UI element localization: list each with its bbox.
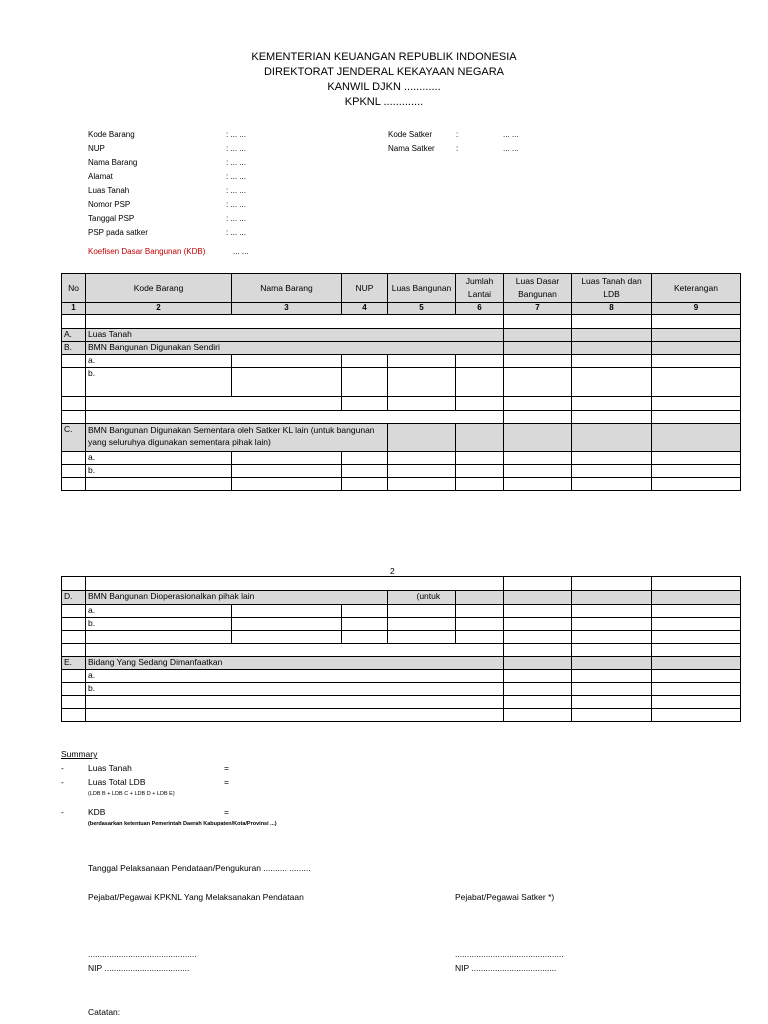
table-row — [62, 683, 741, 696]
field-value: : ... ... — [226, 186, 247, 195]
col-header: No — [62, 274, 86, 303]
field-label: Nomor PSP — [88, 200, 131, 209]
field-label: Kode Barang — [88, 130, 135, 139]
summary-item: Luas Tanah — [88, 763, 132, 773]
field-value: : ... ... — [226, 214, 247, 223]
col-number: 2 — [86, 303, 232, 315]
col-number: 7 — [504, 303, 572, 315]
summary-note: (LDB B + LDB C + LDB D + LDB E) — [88, 791, 175, 797]
table-row — [62, 411, 741, 424]
col-header: NUP — [342, 274, 388, 303]
section-title-note: (untuk bangunan yang seluruhya digunakan sementara pihak lain) — [88, 425, 375, 447]
section-no: D. — [62, 591, 86, 605]
header-line-2: DIREKTORAT JENDERAL KEKAYAAN NEGARA — [263, 66, 505, 78]
row-label: a. — [86, 452, 232, 465]
field-value: : ... ... — [226, 158, 247, 167]
row-label: a. — [86, 605, 232, 618]
section-title: BMN Bangunan Digunakan Sendiri — [86, 342, 504, 355]
section-no: C. — [62, 424, 86, 452]
data-table-1 — [61, 273, 741, 491]
field-value: : ... ... — [226, 228, 247, 237]
col-header: Keterangan — [652, 274, 741, 303]
column-number-row — [62, 303, 741, 315]
field-label: Tanggal PSP — [88, 214, 135, 223]
field-label: NUP — [88, 144, 105, 153]
field-label: Kode Satker — [388, 130, 433, 139]
page-number: 2 — [390, 566, 395, 576]
catatan-label: Catatan: — [88, 1007, 121, 1017]
equals-sign: = — [224, 777, 229, 787]
table-row — [62, 709, 741, 722]
section-row-e — [62, 657, 741, 670]
section-title-main: BMN Bangunan Dioperasionalkan pihak lain — [88, 591, 255, 601]
col-header: Jumlah Lantai — [456, 274, 504, 303]
summary-item: KDB — [88, 807, 106, 817]
row-label: a. — [86, 670, 504, 683]
table-row — [62, 452, 741, 465]
section-no: B. — [62, 342, 86, 355]
field-colon: : — [456, 144, 459, 153]
col-number: 1 — [62, 303, 86, 315]
table-row — [62, 478, 741, 491]
field-label: Nama Satker — [388, 144, 435, 153]
table-row — [62, 465, 741, 478]
field-value: : ... ... — [226, 130, 247, 139]
col-header: Luas Tanah dan LDB — [572, 274, 652, 303]
equals-sign: = — [224, 763, 229, 773]
section-no: E. — [62, 657, 86, 670]
row-label: b. — [86, 683, 504, 696]
section-row-c — [62, 424, 741, 452]
section-title: Luas Tanah — [86, 329, 504, 342]
signature-line-left: .............................................. — [88, 949, 197, 959]
bullet-dash: - — [61, 807, 64, 817]
table-row — [62, 397, 741, 411]
bullet-dash: - — [61, 763, 64, 773]
field-label: Alamat — [88, 172, 113, 181]
field-value: ... ... — [503, 144, 519, 153]
field-value: ... ... — [503, 130, 519, 139]
field-value: : ... ... — [226, 200, 247, 209]
section-title: BMN Bangunan Dioperasionalkan pihak lain (untuk — [86, 591, 388, 605]
section-row-d — [62, 591, 741, 605]
section-title-main: BMN Bangunan Digunakan Sementara oleh Satker KL lain — [88, 425, 309, 435]
table-row — [62, 644, 741, 657]
section-no: A. — [62, 329, 86, 342]
col-number: 8 — [572, 303, 652, 315]
col-number: 6 — [456, 303, 504, 315]
kdb-label: Koefisen Dasar Bangunan (KDB) — [88, 247, 206, 256]
row-label: b. — [86, 465, 232, 478]
row-label: a. — [86, 355, 232, 368]
field-colon: : — [456, 130, 459, 139]
bullet-dash: - — [61, 777, 64, 787]
section-row-b — [62, 342, 741, 355]
header-line-1: KEMENTERIAN KEUANGAN REPUBLIK INDONESIA — [251, 51, 517, 63]
nip-left: NIP .................................... — [88, 963, 190, 973]
summary-title: Summary — [61, 749, 98, 759]
col-number: 4 — [342, 303, 388, 315]
table-row — [62, 631, 741, 644]
header-line-3: KANWIL DJKN ............ — [327, 81, 441, 93]
kdb-value: ... ... — [233, 247, 249, 256]
pejabat-kpknl-label: Pejabat/Pegawai KPKNL Yang Melaksanakan Pendataan — [88, 892, 304, 902]
field-label: Luas Tanah — [88, 186, 130, 195]
summary-item: Luas Total LDB — [88, 777, 146, 787]
col-number: 5 — [388, 303, 456, 315]
signature-line-right: .............................................. — [455, 949, 564, 959]
col-header: Nama Barang — [232, 274, 342, 303]
table-row — [62, 355, 741, 368]
field-label: PSP pada satker — [88, 228, 148, 237]
row-label: b. — [86, 368, 232, 397]
table-row — [62, 618, 741, 631]
table-row — [62, 577, 741, 591]
field-label: Nama Barang — [88, 158, 138, 167]
section-title: Bidang Yang Sedang Dimanfaatkan — [86, 657, 504, 670]
tanggal-pelaksanaan: Tanggal Pelaksanaan Pendataan/Pengukuran .......... ......... — [88, 863, 311, 873]
pejabat-satker-label: Pejabat/Pegawai Satker *) — [455, 892, 555, 902]
table-header-row — [62, 274, 741, 303]
col-header: Luas Dasar Bangunan — [504, 274, 572, 303]
col-header: Kode Barang — [86, 274, 232, 303]
summary-note: (berdasarkan ketentuan Pemerintah Daerah Kabupaten/Kota/Provinsi ...) — [88, 821, 277, 827]
table-row — [62, 315, 741, 329]
equals-sign: = — [224, 807, 229, 817]
table-row — [62, 605, 741, 618]
col-number: 3 — [232, 303, 342, 315]
section-row-a — [62, 329, 741, 342]
field-value: : ... ... — [226, 172, 247, 181]
nip-right: NIP .................................... — [455, 963, 557, 973]
header-line-4: KPKNL ............. — [344, 96, 424, 108]
row-label: b. — [86, 618, 232, 631]
section-title — [86, 424, 388, 452]
data-table-2 — [61, 576, 741, 722]
table-row — [62, 368, 741, 397]
table-row — [62, 696, 741, 709]
field-value: : ... ... — [226, 144, 247, 153]
col-number: 9 — [652, 303, 741, 315]
col-header: Luas Bangunan — [388, 274, 456, 303]
table-row — [62, 670, 741, 683]
